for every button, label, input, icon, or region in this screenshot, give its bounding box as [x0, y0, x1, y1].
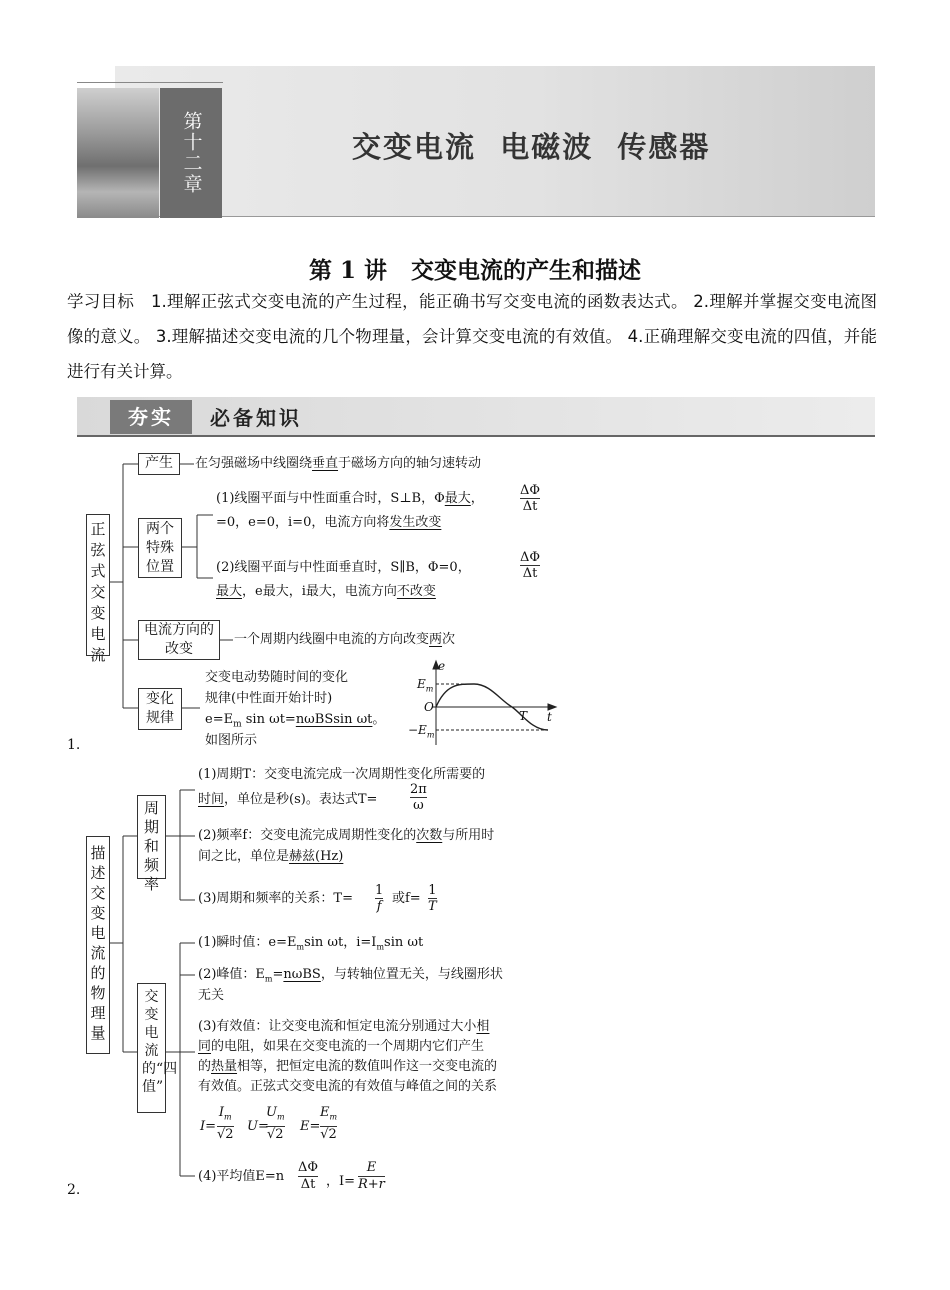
period-fraction: 2π ω [410, 782, 427, 813]
peak-value-line1: (2)峰值：$E_m=n\omega BS$，与转轴位置无关，与线圈形状 [198, 967, 503, 984]
period-frequency-relation: (3)周期和频率的关系：T= [198, 891, 353, 906]
graph-period-label: T [519, 709, 528, 723]
item-number-2: 2. [67, 1182, 81, 1198]
graph-axis-x: t [547, 710, 552, 724]
frequency-def-line1: (2)频率f：交变电流完成周期性变化的次数与所用时 [198, 828, 495, 843]
relation-or: 或f= [392, 891, 421, 906]
learning-goals: 学习目标 1.理解正弦式交变电流的产生过程，能正确书写交变电流的函数表达式。 2.理解并掌握交变电流图像的意义。 3.理解描述交变电流的几个物理量，会计算交变电流的有效值。 4.正确理解交变电流的四值，并能进行有关计算。 [67, 292, 877, 381]
relation-fraction-1: 1 f [375, 883, 384, 914]
period-def-line1: (1)周期T：交变电流完成一次周期性变化所需要的 [198, 767, 486, 782]
root-sinusoidal-ac: 正弦式交变电流 [86, 514, 110, 656]
generate-text: 在匀强磁场中线圈绕垂直于磁场方向的轴匀速转动 [195, 456, 482, 471]
effective-fraction-e: $E_m$ √2 [320, 1105, 338, 1142]
special-fraction-2: ΔΦ Δt [520, 550, 541, 581]
effective-formula-u: U= [247, 1119, 269, 1134]
effective-formula-i: I= [200, 1119, 217, 1134]
graph-axis-y: e [438, 659, 446, 673]
period-def-line2: 时间，单位是秒(s)。表达式T= [198, 792, 378, 807]
lesson-title: 第 1 讲 交变电流的产生和描述 [308, 257, 642, 284]
peak-value-line2: 无关 [198, 988, 225, 1003]
chapter-tab: 第十二章 [160, 88, 222, 218]
graph-min-label: $-E_m$ [408, 723, 435, 740]
law-line3: $e=E_m$ sin ωt=nωBSsin ωt。 [205, 712, 386, 730]
effective-value-line1: (3)有效值：让交变电流和恒定电流分别通过大小相 [198, 1019, 490, 1034]
special-fraction-1: ΔΦ Δt [520, 483, 541, 514]
special-position-1-line2: =0，e=0，i=0，电流方向将发生改变 [216, 515, 442, 530]
law-line1: 交变电动势随时间的变化 [205, 670, 349, 685]
effective-value-line4: 有效值。正弦式交变电流的有效值与峰值之间的关系 [198, 1079, 498, 1094]
node-direction-change: 电流方向的改变 [138, 620, 220, 660]
average-fraction-2: E R+r [358, 1160, 385, 1192]
node-period-frequency: 周期和频率 [137, 795, 166, 879]
special-position-2-line2: 最大，e最大，i最大，电流方向不改变 [216, 584, 436, 599]
node-variation-law: 变化规律 [138, 688, 182, 730]
average-fraction-1: ΔΦ Δt [298, 1160, 319, 1192]
direction-text: 一个周期内线圈中电流的方向改变两次 [234, 632, 456, 647]
graph-max-label: $E_m$ [417, 677, 434, 694]
section-tag: 夯实 [110, 400, 192, 434]
average-value: (4)平均值E=n [198, 1169, 285, 1184]
section-name: 必备知识 [210, 406, 302, 430]
frequency-def-line2: 间之比，单位是赫兹(Hz) [198, 849, 344, 864]
relation-fraction-2: 1 T [428, 883, 437, 914]
effective-value-line2: 同的电阻，如果在交变电流的一个周期内它们产生 [198, 1039, 485, 1054]
effective-fraction-i: $I_m$ √2 [217, 1105, 234, 1142]
special-position-1-line1: (1)线圈平面与中性面重合时，S⊥B，Φ最大， [216, 491, 484, 506]
node-four-values: 交变电流的“四值” [137, 983, 166, 1113]
instantaneous-value: (1)瞬时值：$e=E_m\sin$ ωt，$i=I_m\sin$ ωt [198, 935, 424, 952]
effective-fraction-u: $U_m$ √2 [266, 1105, 285, 1142]
node-generate: 产生 [138, 453, 180, 475]
law-line2: 规律(中性面开始计时) [205, 691, 333, 706]
effective-formula-e: E= [300, 1119, 321, 1134]
special-position-2-line1: (2)线圈平面与中性面垂直时，S∥B，Φ=0， [216, 560, 471, 575]
average-current: ，I= [326, 1174, 356, 1189]
effective-value-line3: 的热量相等，把恒定电流的数值叫作这一交变电流的 [198, 1059, 498, 1074]
chapter-title: 交变电流 电磁波 传感器 [352, 130, 711, 164]
node-special-positions: 两个特殊位置 [138, 518, 182, 578]
law-line4: 如图所示 [205, 733, 258, 748]
root-ac-quantities: 描述交变电流的物理量 [86, 836, 110, 1054]
item-number-1: 1. [67, 737, 81, 753]
graph-origin: O [424, 700, 434, 714]
